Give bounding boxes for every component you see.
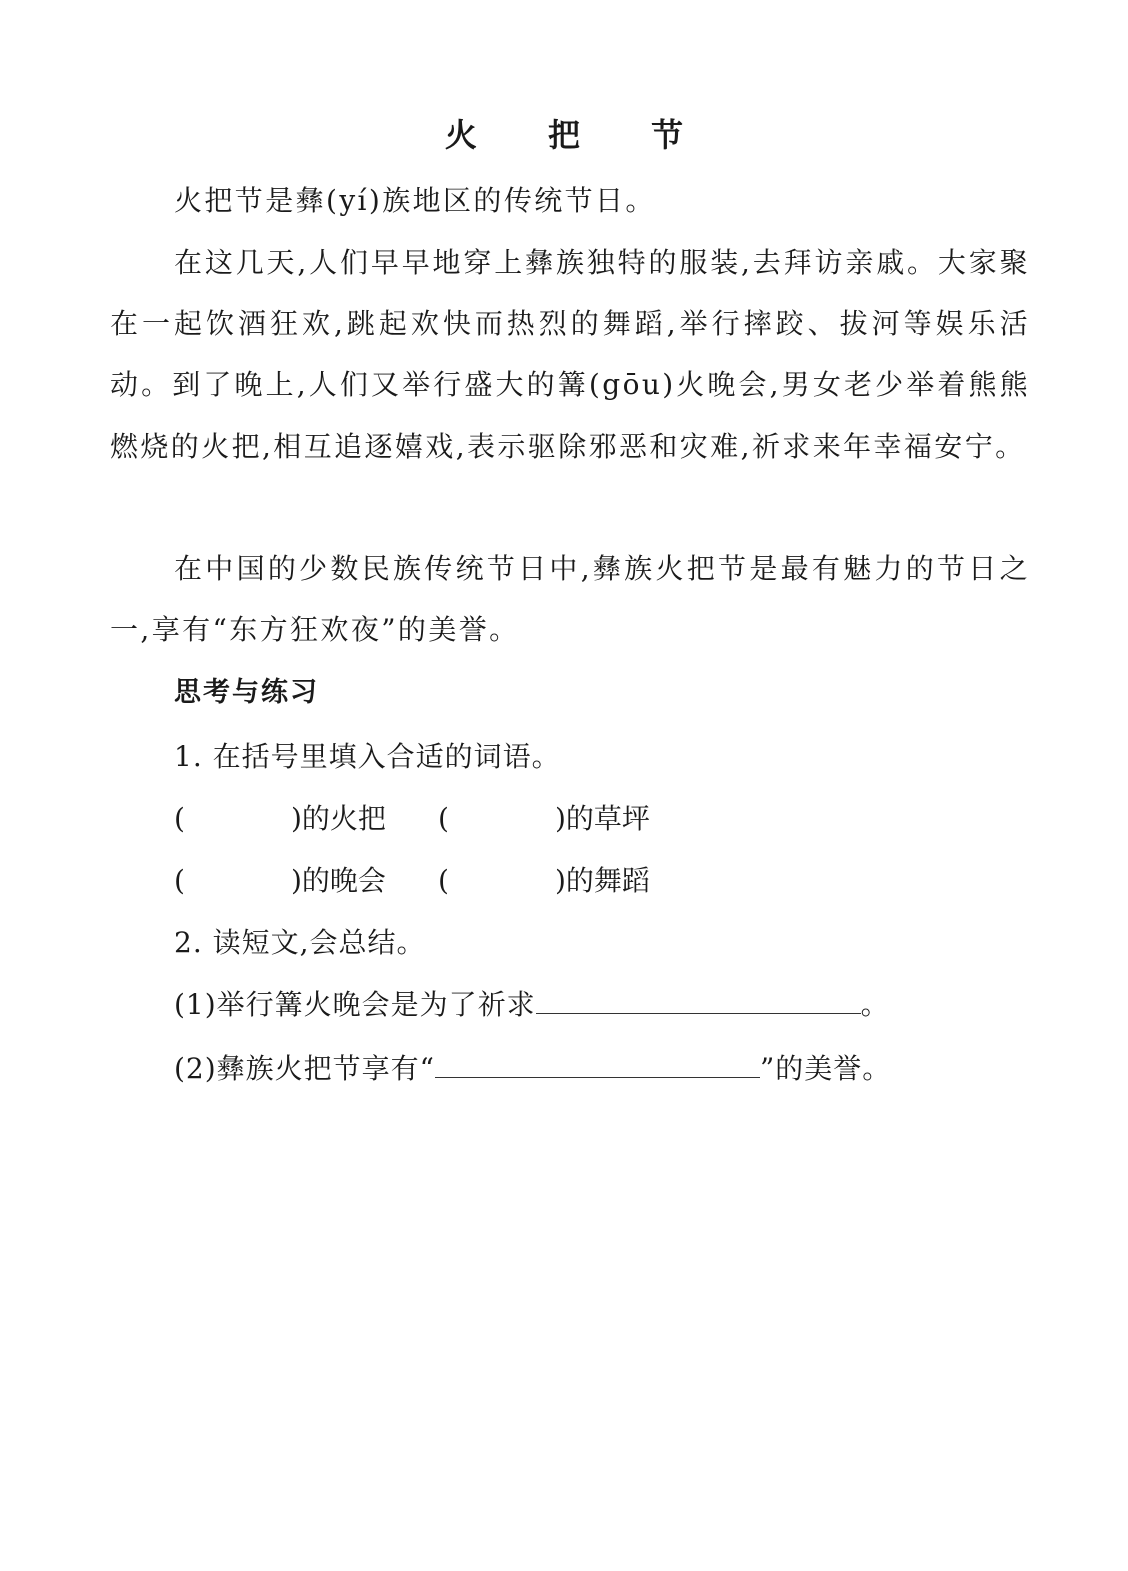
question-1-prompt: 1. 在括号里填入合适的词语。 xyxy=(174,740,561,773)
paragraph-activities: 在这几天,人们早早地穿上彝族独特的服装,去拜访亲戚。大家聚在一起饮酒狂欢,跳起欢快而热烈的舞蹈,举行摔跤、拔河等娱乐活动。到了晚上,人们又举行盛大的篝(gōu)火晚会,男女老少举着熊熊燃烧的火把,相互追逐嬉戏,表示驱除邪恶和灾难,祈求来年幸福安宁。 xyxy=(110,246,1030,463)
paragraph-conclusion: 在中国的少数民族传统节日中,彝族火把节是最有魅力的节日之一,享有“东方狂欢夜”的美誉。 xyxy=(110,552,1030,647)
question-2-sub-2 xyxy=(174,1046,891,1092)
answer-blank-line[interactable] xyxy=(435,1047,760,1078)
sub-question-text: ”的美誉。 xyxy=(759,1052,892,1085)
fill-blank-item[interactable]: ( )的舞蹈 xyxy=(438,864,650,897)
fill-blank-item[interactable]: ( )的火把 xyxy=(174,802,386,835)
sub-question-text: (2)彝族火把节享有“ xyxy=(174,1052,435,1085)
question-2-prompt: 2. 读短文,会总结。 xyxy=(174,926,426,959)
sub-question-text: (1)举行篝火晚会是为了祈求 xyxy=(174,988,536,1021)
exercise-heading: 思考与练习 xyxy=(174,677,319,708)
question-2-sub-1 xyxy=(174,982,890,1028)
fill-blank-item[interactable]: ( )的草坪 xyxy=(438,802,650,835)
paragraph-intro: 火把节是彝(yí)族地区的传统节日。 xyxy=(174,184,656,217)
page-title: 火 把 节 xyxy=(444,116,714,154)
answer-blank-line[interactable] xyxy=(536,983,861,1014)
fill-blank-item[interactable]: ( )的晚会 xyxy=(174,864,386,897)
sub-question-text: 。 xyxy=(860,988,890,1021)
